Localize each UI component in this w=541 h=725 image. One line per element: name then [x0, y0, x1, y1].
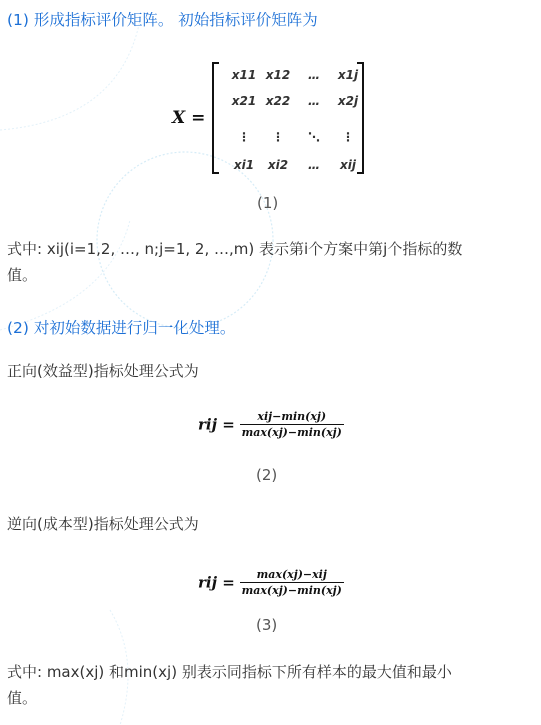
matrix-cell: …	[308, 68, 320, 82]
negative-indicator-label: 逆向(成本型)指标处理公式为	[7, 515, 199, 533]
equation-number-2: (2)	[256, 466, 278, 484]
matrix-cell: x11	[231, 68, 257, 82]
step1-explanation-line1: 式中: xij(i=1,2, …, n;j=1, 2, …,m) 表示第i个方案中第j个指标的数	[7, 240, 463, 258]
step1-explanation-line2: 值。	[7, 266, 38, 284]
matrix-cell: x1j	[337, 68, 359, 82]
matrix-cell: ⋮	[342, 130, 354, 144]
matrix-cell: …	[308, 94, 320, 108]
equation-number-1: (1)	[257, 194, 279, 212]
step2-footer-line2: 值。	[7, 689, 38, 707]
negative-formula	[198, 568, 344, 597]
matrix-cell: xi1	[233, 158, 255, 172]
positive-formula-lhs: rij =	[198, 415, 235, 434]
matrix-cell: x21	[231, 94, 257, 108]
step1-heading: (1) 形成指标评价矩阵。 初始指标评价矩阵为	[7, 11, 318, 29]
positive-formula-fraction	[240, 410, 344, 439]
matrix-cell: x22	[265, 94, 291, 108]
matrix-cell: ⋱	[308, 130, 320, 144]
positive-formula-denominator: max(xj)−min(xj)	[241, 426, 342, 439]
step2-footer-line1: 式中: max(xj) 和min(xj) 别表示同指标下所有样本的最大值和最小	[7, 663, 452, 681]
negative-formula-lhs: rij =	[198, 573, 235, 592]
negative-formula-numerator: max(xj)−xij	[240, 568, 344, 583]
matrix-cell: ⋮	[238, 130, 250, 144]
negative-formula-denominator: max(xj)−min(xj)	[241, 584, 342, 597]
matrix-cell: xi2	[267, 158, 289, 172]
step2-footer-explanation	[7, 659, 537, 711]
matrix-cell: x2j	[337, 94, 359, 108]
matrix-left-bracket	[212, 62, 219, 174]
positive-formula-numerator: xij−min(xj)	[240, 410, 344, 425]
negative-formula-fraction	[240, 568, 344, 597]
matrix-lhs: X =	[172, 108, 206, 128]
indicator-matrix	[212, 62, 364, 174]
equation-number-3: (3)	[256, 616, 278, 634]
step2-heading: (2) 对初始数据进行归一化处理。	[7, 319, 236, 337]
matrix-cell: …	[308, 158, 320, 172]
positive-indicator-label: 正向(效益型)指标处理公式为	[7, 362, 199, 380]
step1-explanation	[7, 236, 537, 288]
positive-formula	[198, 410, 344, 439]
matrix-cell: ⋮	[272, 130, 284, 144]
matrix-cell: x12	[265, 68, 291, 82]
matrix-cell: xij	[340, 158, 356, 172]
